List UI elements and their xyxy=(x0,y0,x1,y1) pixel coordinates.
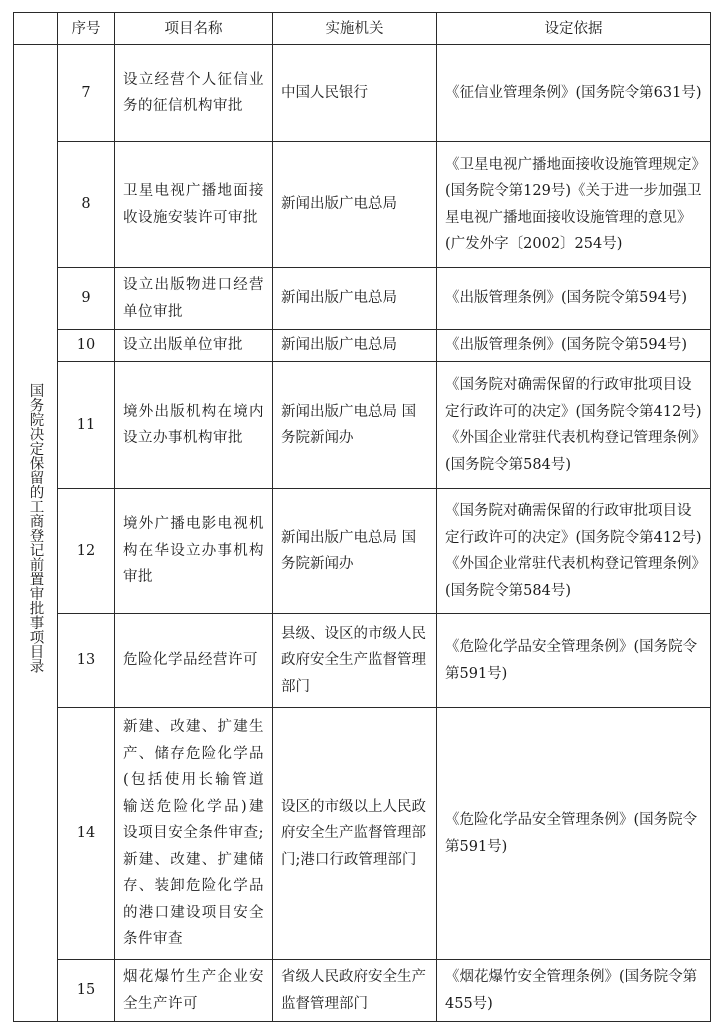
header-group xyxy=(14,13,58,45)
table-header-row xyxy=(14,13,711,45)
row-agency: 新闻出版广电总局 xyxy=(273,330,437,362)
row-name: 设立经营个人征信业务的征信机构审批 xyxy=(115,45,273,142)
row-agency: 新闻出版广电总局 xyxy=(273,268,437,330)
row-agency: 新闻出版广电总局 国务院新闻办 xyxy=(273,362,437,489)
row-agency: 县级、设区的市级人民政府安全生产监督管理部门 xyxy=(273,614,437,708)
row-name: 设立出版物进口经营单位审批 xyxy=(115,268,273,330)
row-num: 7 xyxy=(58,45,115,142)
table-row xyxy=(14,708,711,960)
header-name: 项目名称 xyxy=(115,13,273,45)
row-num: 8 xyxy=(58,142,115,268)
row-num: 10 xyxy=(58,330,115,362)
table-row xyxy=(14,268,711,330)
table-row xyxy=(14,960,711,1022)
table-row xyxy=(14,362,711,489)
table-row xyxy=(14,614,711,708)
row-name: 设立出版单位审批 xyxy=(115,330,273,362)
row-basis: 《危险化学品安全管理条例》(国务院令第591号) xyxy=(437,708,711,960)
row-num: 14 xyxy=(58,708,115,960)
group-label-cell xyxy=(14,45,58,1022)
row-basis: 《烟花爆竹安全管理条例》(国务院令第455号) xyxy=(437,960,711,1022)
table-row xyxy=(14,330,711,362)
table-row xyxy=(14,489,711,614)
row-agency: 新闻出版广电总局 国务院新闻办 xyxy=(273,489,437,614)
row-agency: 新闻出版广电总局 xyxy=(273,142,437,268)
table-row xyxy=(14,142,711,268)
row-name: 境外广播电影电视机构在华设立办事机构审批 xyxy=(115,489,273,614)
header-num: 序号 xyxy=(58,13,115,45)
approval-items-table xyxy=(13,12,711,1022)
row-agency: 设区的市级以上人民政府安全生产监督管理部门;港口行政管理部门 xyxy=(273,708,437,960)
row-num: 11 xyxy=(58,362,115,489)
row-basis: 《卫星电视广播地面接收设施管理规定》(国务院令第129号)《关于进一步加强卫星电视广播地面接收设施管理的意见》(广发外字〔2002〕254号) xyxy=(437,142,711,268)
row-basis: 《出版管理条例》(国务院令第594号) xyxy=(437,268,711,330)
row-name: 烟花爆竹生产企业安全生产许可 xyxy=(115,960,273,1022)
row-basis: 《危险化学品安全管理条例》(国务院令第591号) xyxy=(437,614,711,708)
row-basis: 《国务院对确需保留的行政审批项目设定行政许可的决定》(国务院令第412号)《外国企业常驻代表机构登记管理条例》(国务院令第584号) xyxy=(437,362,711,489)
row-name: 境外出版机构在境内设立办事机构审批 xyxy=(115,362,273,489)
row-agency: 省级人民政府安全生产监督管理部门 xyxy=(273,960,437,1022)
header-agency: 实施机关 xyxy=(273,13,437,45)
row-num: 9 xyxy=(58,268,115,330)
row-basis: 《出版管理条例》(国务院令第594号) xyxy=(437,330,711,362)
row-num: 15 xyxy=(58,960,115,1022)
row-name: 卫星电视广播地面接收设施安装许可审批 xyxy=(115,142,273,268)
row-num: 13 xyxy=(58,614,115,708)
row-name: 新建、改建、扩建生产、储存危险化学品(包括使用长输管道输送危险化学品)建设项目安全条件审查;新建、改建、扩建储存、装卸危险化学品的港口建设项目安全条件审查 xyxy=(115,708,273,960)
row-basis: 《征信业管理条例》(国务院令第631号) xyxy=(437,45,711,142)
row-num: 12 xyxy=(58,489,115,614)
group-label: 国务院决定保留的工商登记前置审批事项目录 xyxy=(27,383,44,674)
header-basis: 设定依据 xyxy=(437,13,711,45)
row-name: 危险化学品经营许可 xyxy=(115,614,273,708)
row-agency: 中国人民银行 xyxy=(273,45,437,142)
row-basis: 《国务院对确需保留的行政审批项目设定行政许可的决定》(国务院令第412号)《外国企业常驻代表机构登记管理条例》(国务院令第584号) xyxy=(437,489,711,614)
table-row xyxy=(14,45,711,142)
